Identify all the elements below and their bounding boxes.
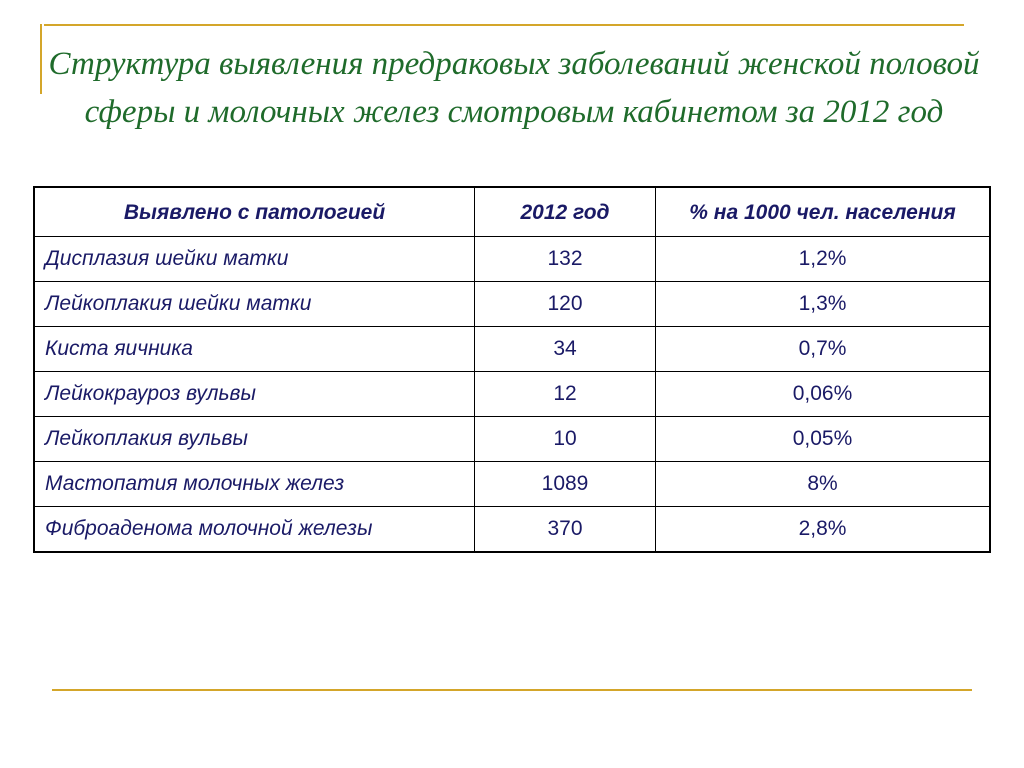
row-percent: 2,8% <box>656 507 991 553</box>
row-name: Фиброаденома молочной железы <box>34 507 475 553</box>
row-percent: 1,3% <box>656 282 991 327</box>
row-name: Дисплазия шейки матки <box>34 237 475 282</box>
pathology-table-container <box>33 186 991 553</box>
bottom-divider <box>52 689 972 691</box>
row-count: 34 <box>475 327 656 372</box>
row-count: 10 <box>475 417 656 462</box>
header-percent: % на 1000 чел. населения <box>656 187 991 237</box>
pathology-table <box>33 186 991 553</box>
row-name: Киста яичника <box>34 327 475 372</box>
table-row <box>34 237 990 282</box>
table-row <box>34 372 990 417</box>
row-percent: 0,05% <box>656 417 991 462</box>
row-percent: 1,2% <box>656 237 991 282</box>
row-count: 370 <box>475 507 656 553</box>
row-name: Лейкоплакия шейки матки <box>34 282 475 327</box>
top-divider <box>44 24 964 26</box>
table-row <box>34 327 990 372</box>
header-pathology: Выявлено с патологией <box>34 187 475 237</box>
row-percent: 0,06% <box>656 372 991 417</box>
table-row <box>34 462 990 507</box>
slide-title: Структура выявления предраковых заболеваний женской половой сферы и молочных желез смотровым кабинетом за 2012 год <box>48 46 980 130</box>
row-percent: 0,7% <box>656 327 991 372</box>
row-name: Мастопатия молочных желез <box>34 462 475 507</box>
table-row <box>34 282 990 327</box>
header-year: 2012 год <box>475 187 656 237</box>
left-divider <box>40 24 42 94</box>
row-name: Лейкоплакия вульвы <box>34 417 475 462</box>
row-percent: 8% <box>656 462 991 507</box>
row-count: 132 <box>475 237 656 282</box>
row-count: 1089 <box>475 462 656 507</box>
table-row <box>34 507 990 553</box>
row-count: 120 <box>475 282 656 327</box>
table-row <box>34 417 990 462</box>
row-count: 12 <box>475 372 656 417</box>
table-header-row <box>34 187 990 237</box>
row-name: Лейкокрауроз вульвы <box>34 372 475 417</box>
